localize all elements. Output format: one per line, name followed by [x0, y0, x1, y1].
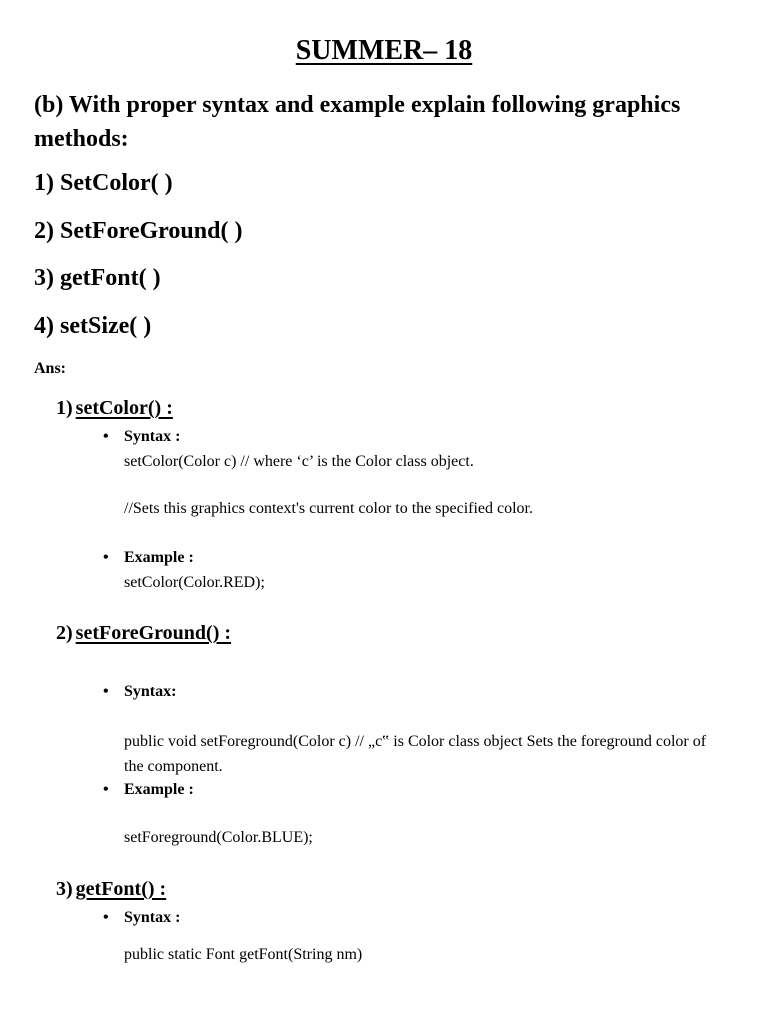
bullet-example-setforeground — [103, 781, 194, 799]
example-label: Example : — [124, 781, 194, 798]
section-number: 1) — [56, 397, 73, 419]
syntax-code-getfont: public static Font getFont(String nm) — [124, 946, 363, 963]
bullet-syntax-getfont — [103, 909, 180, 927]
answer-label: Ans: — [34, 360, 67, 377]
bullet-icon: • — [103, 428, 109, 445]
section-number: 2) — [56, 622, 73, 644]
section-name: setForeGround() : — [75, 622, 232, 644]
bullet-icon: • — [103, 683, 109, 700]
example-code-setforeground: setForeground(Color.BLUE); — [124, 829, 313, 846]
question-item-setsize: 4) setSize( ) — [34, 313, 152, 339]
question-item-setcolor: 1) SetColor( ) — [34, 170, 173, 196]
syntax-label: Syntax: — [124, 683, 177, 700]
syntax-label: Syntax : — [124, 909, 181, 926]
bullet-example-setcolor — [103, 549, 194, 567]
bullet-syntax-setforeground — [103, 683, 176, 701]
section-name: getFont() : — [75, 878, 167, 900]
page-title: SUMMER– 18 — [295, 35, 473, 66]
section-heading-getfont — [56, 878, 166, 901]
question-item-getfont: 3) getFont( ) — [34, 265, 161, 291]
question-text: (b) With proper syntax and example explain following graphics methods: — [34, 92, 681, 152]
bullet-icon: • — [103, 909, 109, 926]
example-label: Example : — [124, 549, 194, 566]
bullet-icon: • — [103, 549, 109, 566]
example-code-setcolor: setColor(Color.RED); — [124, 574, 265, 591]
section-heading-setcolor — [56, 397, 173, 420]
section-name: setColor() : — [75, 397, 173, 419]
syntax-label: Syntax : — [124, 428, 181, 445]
question-item-setforeground: 2) SetForeGround( ) — [34, 218, 243, 244]
syntax-code-setforeground: public void setForeground(Color c) // „c‟ is Color class object Sets the foreground color of the component. — [124, 733, 707, 775]
syntax-comment-setcolor: //Sets this graphics context's current color to the specified color. — [124, 500, 533, 517]
syntax-code-setcolor: setColor(Color c) // where ‘c’ is the Color class object. — [124, 453, 474, 470]
bullet-syntax-setcolor — [103, 428, 180, 446]
section-heading-setforeground — [56, 622, 231, 645]
bullet-icon: • — [103, 781, 109, 798]
section-number: 3) — [56, 878, 73, 900]
